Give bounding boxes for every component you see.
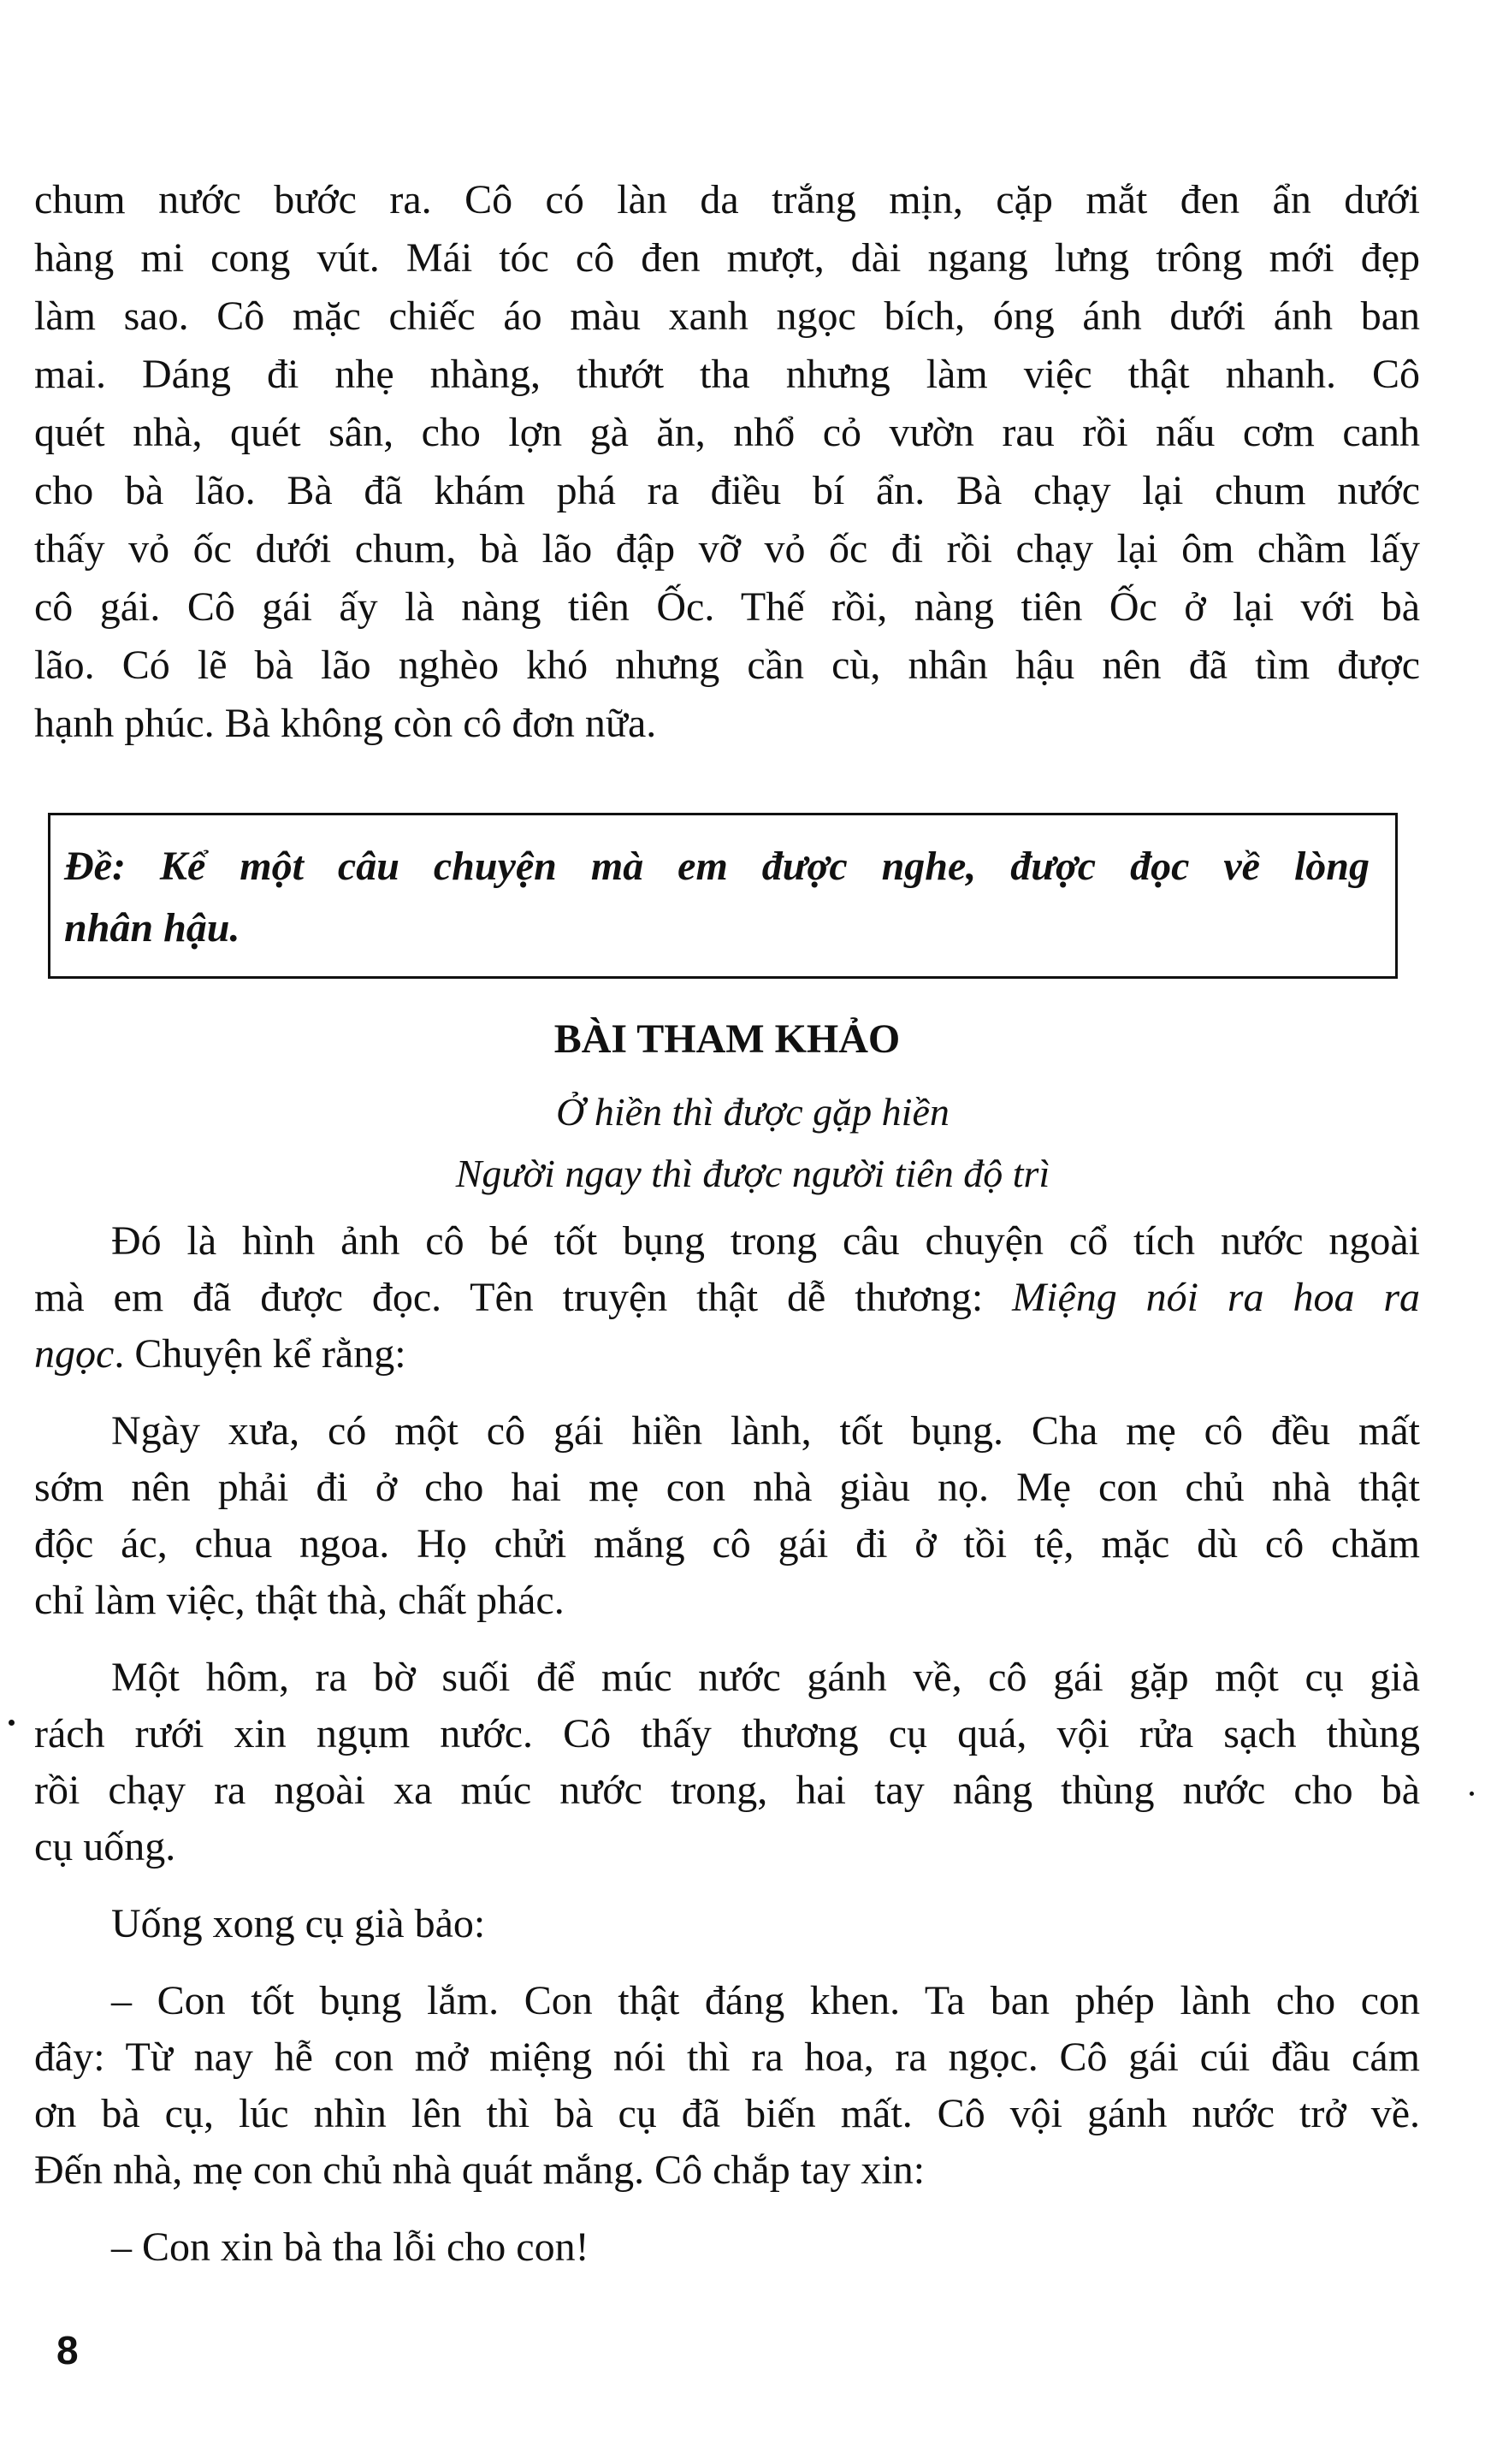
text-segment: . Chuyện kể rằng: [114, 1331, 406, 1377]
text-line: đây: Từ nay hễ con mở miệng nói thì ra hoa, ra ngọc. Cô gái cúi đầu cám [34, 2035, 1420, 2080]
story-title: Miệng nói ra hoa ra [1012, 1275, 1421, 1320]
text-line: – Con xin bà tha lỗi cho con! [111, 2224, 589, 2270]
text-line: rách rưới xin ngụm nước. Cô thấy thương cụ quá, vội rửa sạch thùng [34, 1711, 1420, 1756]
epigraph [34, 1081, 1420, 1205]
intro-paragraph [34, 171, 1420, 753]
text-line: sớm nên phải đi ở cho hai mẹ con nhà giàu nọ. Mẹ con chủ nhà thật [34, 1465, 1420, 1510]
text-line: cô gái. Cô gái ấy là nàng tiên Ốc. Thế rồi, nàng tiên Ốc ở lại với bà [34, 584, 1420, 630]
text-segment: mà em đã được đọc. Tên truyện thật dễ thương: [34, 1275, 1013, 1320]
assignment-box [48, 813, 1398, 979]
text-line: Đến nhà, mẹ con chủ nhà quát mắng. Cô chắp tay xin: [34, 2147, 926, 2193]
page-number: 8 [56, 2328, 79, 2372]
epigraph-line: Người ngay thì được người tiên độ trì [455, 1152, 1050, 1195]
section-heading: BÀI THAM KHẢO [553, 1016, 901, 1062]
text-line: cụ uống. [34, 1824, 176, 1869]
story-paragraph [34, 1973, 1420, 2199]
text-line [34, 1270, 1420, 1326]
text-line: Ngày xưa, có một cô gái hiền lành, tốt bụng. Cha mẹ cô đều mất [111, 1408, 1420, 1454]
text-line: thấy vỏ ốc dưới chum, bà lão đập vỡ vỏ ốc đi rồi chạy lại ôm chầm lấy [34, 526, 1420, 572]
epigraph-line: Ở hiền thì được gặp hiền [556, 1090, 950, 1134]
text-line: độc ác, chua ngoa. Họ chửi mắng cô gái đi ở tồi tệ, mặc dù cô chăm [34, 1521, 1420, 1567]
text-line: rồi chạy ra ngoài xa múc nước trong, hai tay nâng thùng nước cho bà [34, 1768, 1420, 1813]
text-line: lão. Có lẽ bà lão nghèo khó nhưng cần cù, nhân hậu nên đã tìm được [34, 643, 1420, 688]
story-paragraph [34, 1896, 1420, 1952]
text-line: quét nhà, quét sân, cho lợn gà ăn, nhổ cỏ vườn rau rồi nấu cơm canh [34, 410, 1420, 455]
story-body [34, 1213, 1420, 2276]
story-paragraph [34, 1650, 1420, 1875]
text-line: chum nước bước ra. Cô có làn da trắng mịn, cặp mắt đen ẩn dưới [34, 177, 1420, 222]
assignment-line: Đề: Kể một câu chuyện mà em được nghe, được đọc về lòng [64, 844, 1370, 889]
story-title: ngọc [34, 1331, 115, 1377]
text-line: hạnh phúc. Bà không còn cô đơn nữa. [34, 701, 657, 746]
text-line: Uống xong cụ già bảo: [111, 1901, 486, 1946]
text-line: – Con tốt bụng lắm. Con thật đáng khen. Ta ban phép lành cho con [111, 1978, 1420, 2023]
assignment-line: nhân hậu. [64, 905, 240, 951]
text-line [34, 1326, 1420, 1383]
text-line: chỉ làm việc, thật thà, chất phác. [34, 1578, 565, 1623]
book-page [34, 171, 1420, 2296]
text-line: Đó là hình ảnh cô bé tốt bụng trong câu chuyện cổ tích nước ngoài [111, 1218, 1420, 1264]
print-speck [1470, 1792, 1474, 1796]
text-line: hàng mi cong vút. Mái tóc cô đen mượt, dài ngang lưng trông mới đẹp [34, 235, 1420, 281]
text-line: Một hôm, ra bờ suối để múc nước gánh về, cô gái gặp một cụ già [111, 1655, 1420, 1700]
story-paragraph [34, 1403, 1420, 1629]
text-line: ơn bà cụ, lúc nhìn lên thì bà cụ đã biến mất. Cô vội gánh nước trở về. [34, 2091, 1420, 2136]
text-line: mai. Dáng đi nhẹ nhàng, thướt tha nhưng làm việc thật nhanh. Cô [34, 352, 1420, 397]
text-line: làm sao. Cô mặc chiếc áo màu xanh ngọc bích, óng ánh dưới ánh ban [34, 293, 1420, 339]
text-line: cho bà lão. Bà đã khám phá ra điều bí ẩn. Bà chạy lại chum nước [34, 468, 1420, 513]
story-paragraph [34, 2219, 1420, 2276]
story-paragraph [34, 1213, 1420, 1383]
print-speck [9, 1720, 15, 1726]
